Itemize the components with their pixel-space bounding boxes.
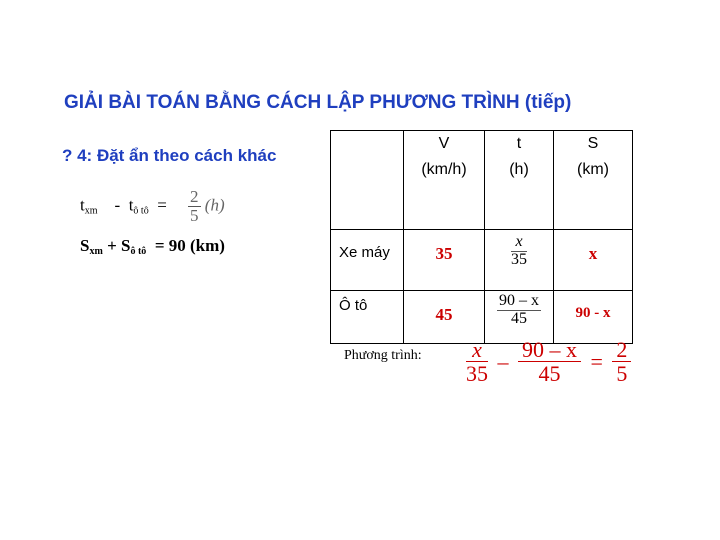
time-difference-equation: [80, 188, 225, 225]
cell-time-motorbike: [485, 230, 554, 291]
time-fraction-car: [497, 293, 541, 328]
row-label-motorbike: Xe máy: [331, 230, 404, 291]
table-row: [331, 291, 633, 344]
two-fifths-fraction: [188, 188, 201, 225]
cell-distance-car: 90 - x: [554, 291, 633, 344]
cell-distance-motorbike: x: [554, 230, 633, 291]
slide-title: GIẢI BÀI TOÁN BẰNG CÁCH LẬP PHƯƠNG TRÌNH (tiếp): [64, 92, 572, 113]
cell-velocity-motorbike: 35: [404, 230, 485, 291]
distance-sum-equation: [80, 236, 225, 257]
equation-denominator-2: 45: [538, 361, 561, 387]
table-row: [331, 230, 633, 291]
equation-denominator-1: 35: [466, 361, 488, 387]
distance-rhs: = 90 (km): [154, 236, 225, 255]
time-denominator: 45: [511, 309, 527, 327]
row-label-car: Ô tô: [331, 291, 404, 344]
equation-fraction-3: [612, 338, 631, 385]
header-time: [485, 131, 554, 230]
equation-numerator-2: 90 – x: [518, 338, 581, 362]
header-velocity: [404, 131, 485, 230]
time-denominator: 35: [511, 250, 527, 268]
header-s-label: S: [587, 135, 599, 152]
cell-time-car: [485, 291, 554, 344]
header-v-unit: (km/h): [421, 161, 467, 178]
data-table: [330, 130, 633, 344]
equation-numerator-3: 2: [612, 338, 631, 362]
header-t-unit: (h): [509, 161, 529, 178]
header-v-label: V: [438, 135, 450, 152]
table-header-row: [331, 131, 633, 230]
time-numerator: x: [511, 234, 527, 252]
time-numerator: 90 – x: [499, 292, 539, 309]
header-distance: [554, 131, 633, 230]
s-xm-subscript: xm: [89, 246, 103, 257]
plus-sign: +: [107, 236, 117, 255]
s-oto-symbol: S: [121, 236, 131, 255]
final-equation: [466, 338, 631, 385]
equation-denominator-3: 5: [616, 361, 628, 387]
header-s-unit: (km): [577, 161, 609, 178]
time-fraction-motorbike: [511, 234, 527, 269]
equation-fraction-1: [466, 338, 488, 385]
cell-velocity-car: 45: [404, 291, 485, 344]
t-xm-subscript: xm: [84, 205, 98, 217]
question-label: ? 4: Đặt ẩn theo cách khác: [62, 146, 277, 165]
equation-numerator-1: x: [466, 338, 488, 362]
t-oto-subscript: ô tô: [133, 205, 149, 217]
equation-equals: =: [590, 348, 603, 374]
fraction-denominator: 5: [190, 205, 199, 225]
equation-label: Phương trình:: [344, 348, 422, 363]
t-xm-symbol: t: [80, 195, 85, 215]
equation-fraction-2: [518, 338, 581, 385]
s-oto-subscript: ô tô: [130, 246, 147, 257]
hour-unit: (h): [204, 195, 225, 215]
minus-sign: -: [114, 195, 121, 215]
equals-sign: =: [157, 195, 167, 215]
t-oto-symbol: t: [128, 195, 134, 215]
s-xm-symbol: S: [80, 236, 90, 255]
equation-minus: –: [497, 348, 509, 374]
fraction-numerator: 2: [190, 187, 199, 206]
header-t-label: t: [516, 135, 522, 152]
table-corner-cell: [331, 131, 404, 230]
